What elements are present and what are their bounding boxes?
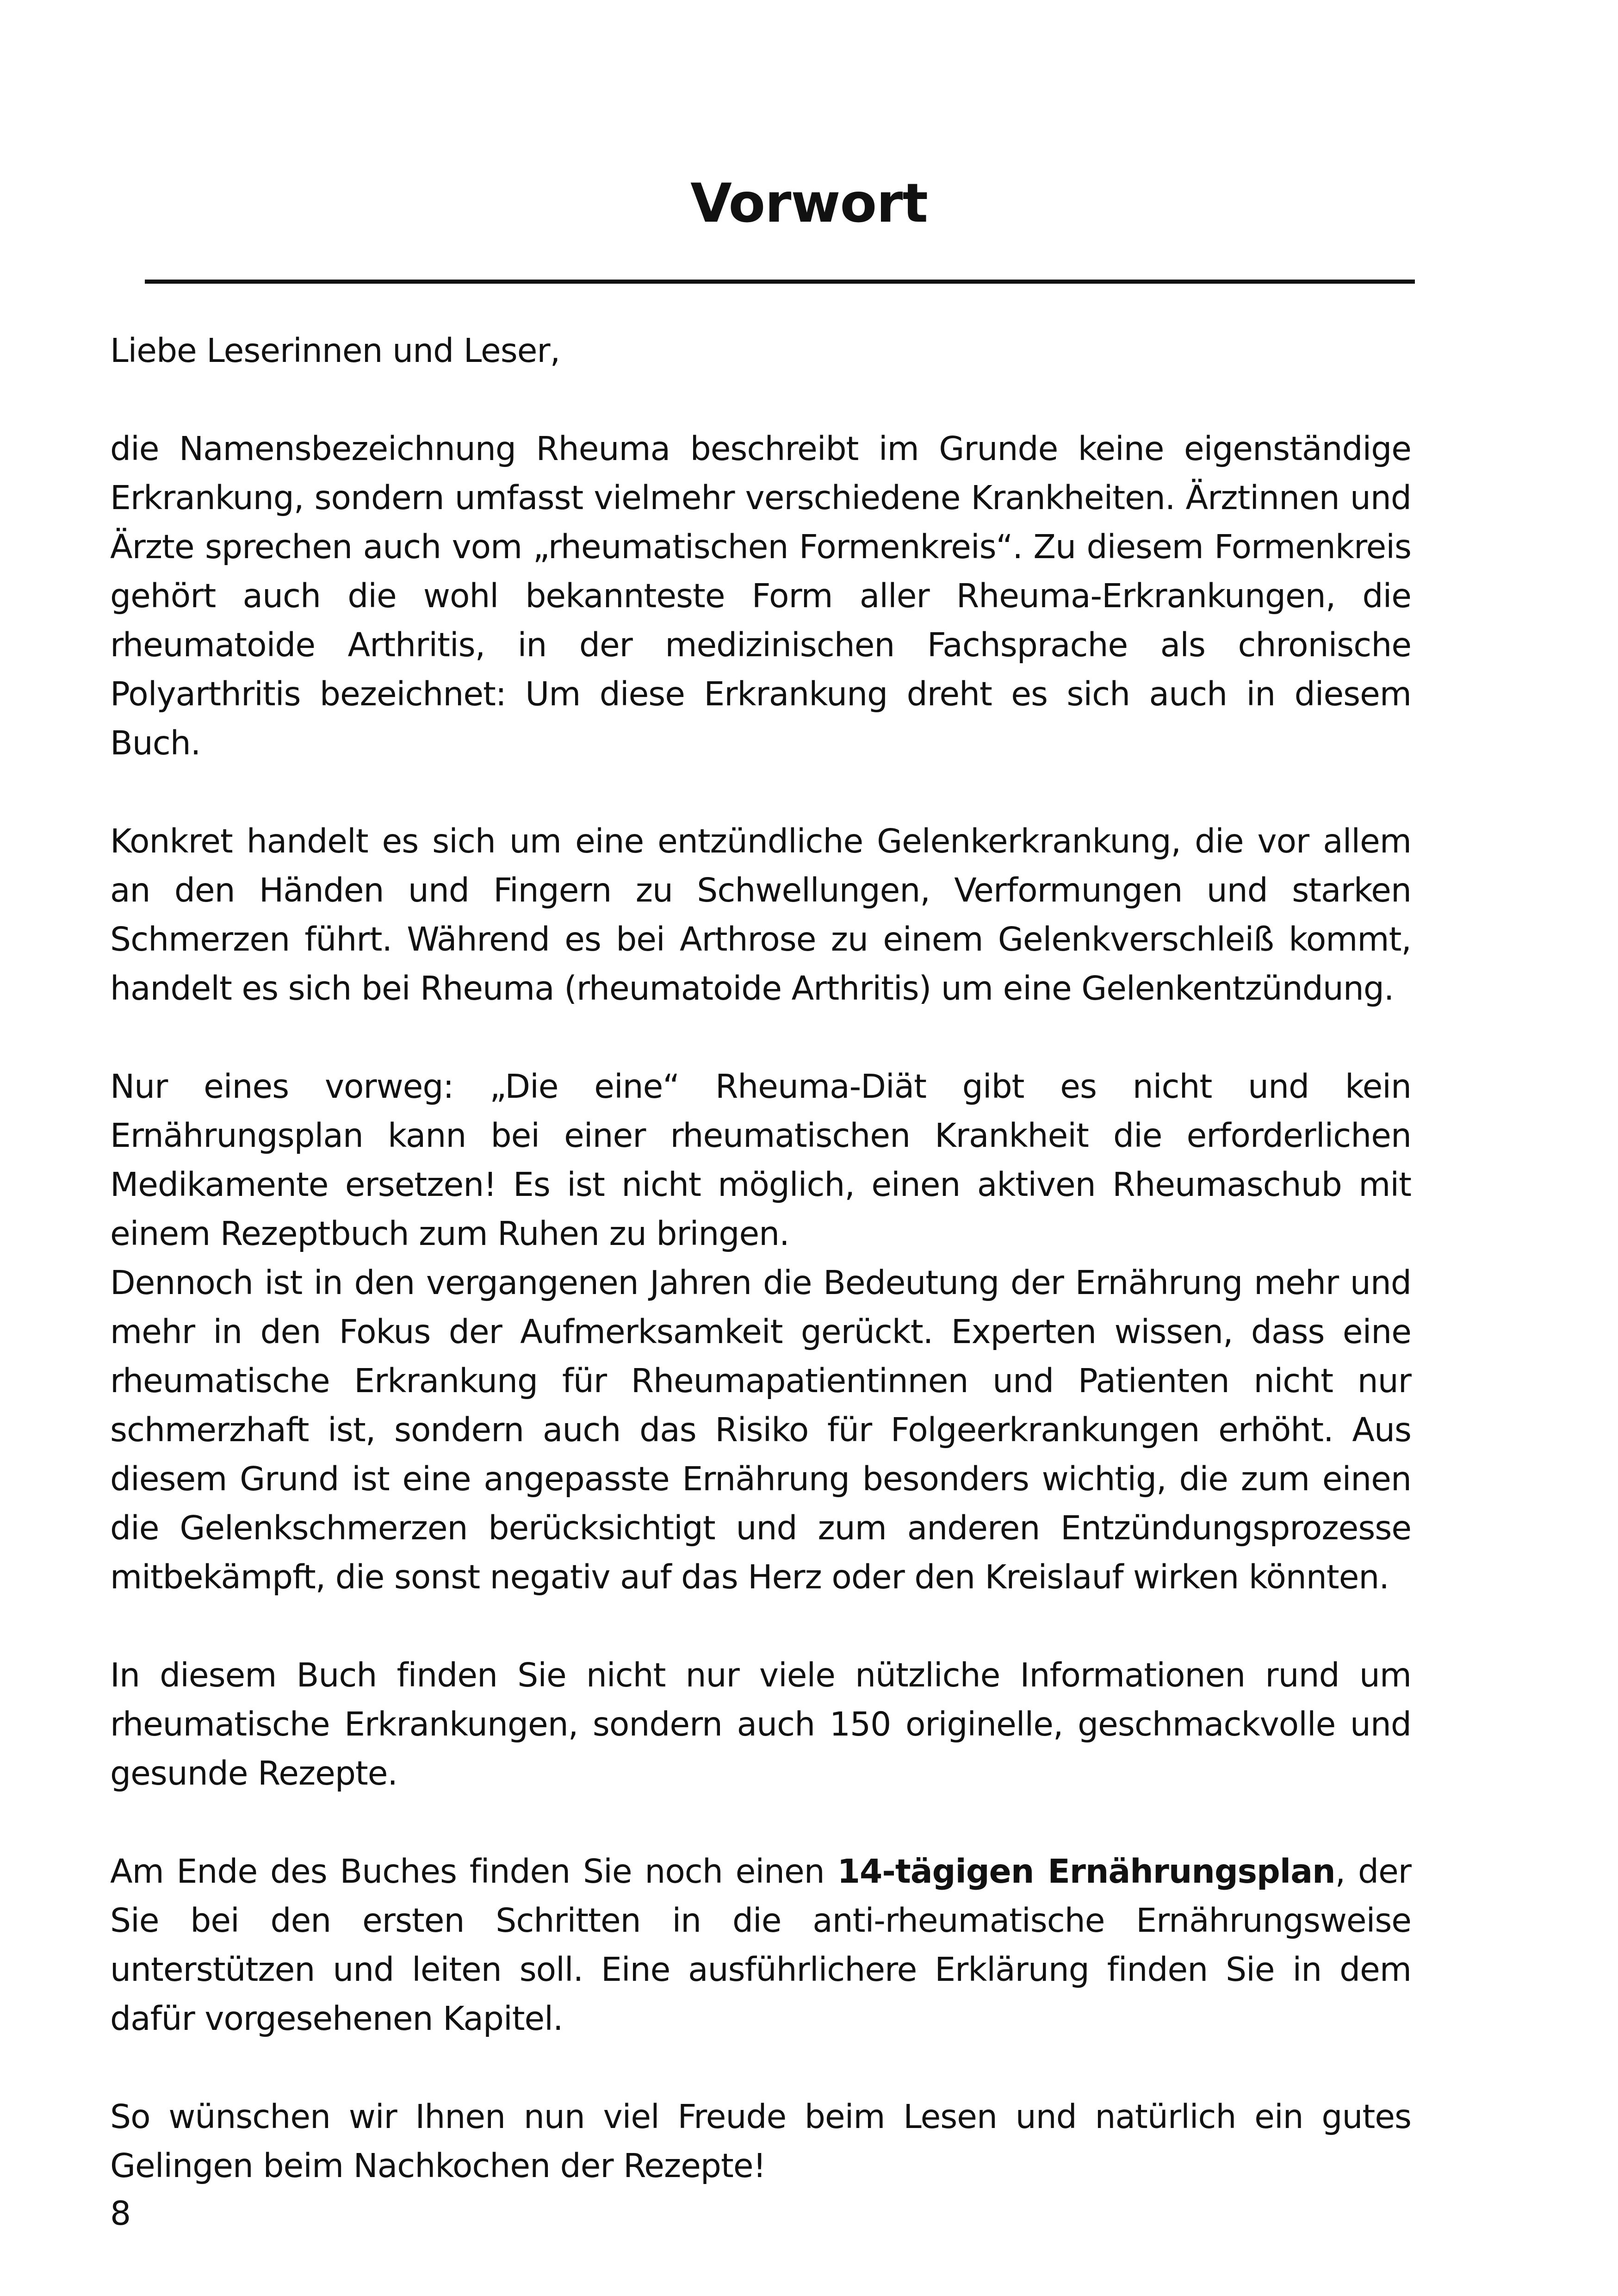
paragraph-definition: die Namensbezeichnung Rheuma beschreibt im Grunde keine eigenständige Erkrankung, sondern umfasst vielmehr verschiedene Krankheiten. Ärztinnen und Ärzte sprechen auch vom „rheumatischen Formenkreis“. Zu diesem Formenkreis gehört auch die wohl bekannteste Form aller Rheuma-Erkrankungen, die rheumatoide Arthritis, in der medizinischen Fachsprache als chronische Polyarthritis bezeichnet: Um diese Erkrankung dreht es sich auch in diesem Buch. [110,429,1411,762]
body-text [110,326,1411,2190]
meal-plan-highlight: 14-tägigen Ernährungsplan [837,1852,1335,1891]
paragraph-meal-plan [110,1847,1411,2043]
paragraph-closing: So wünschen wir Ihnen nun viel Freude beim Lesen und natürlich ein gutes Gelingen beim Nachkochen der Rezepte! [110,2097,1411,2185]
salutation: Liebe Leserinnen und Leser, [110,331,560,370]
meal-plan-text-before: Am Ende des Buches finden Sie noch einen [110,1852,837,1891]
title-divider [145,280,1415,284]
paragraph-recipes: In diesem Buch finden Sie nicht nur viele nützliche Informationen rund um rheumatische Erkrankungen, sondern auch 150 originelle, geschmackvolle und gesunde Rezepte. [110,1656,1411,1792]
paragraph-description: Konkret handelt es sich um eine entzündliche Gelenkerkrankung, die vor allem an den Händen und Fingern zu Schwellungen, Verformungen und starken Schmerzen führt. Während es bei Arthrose zu einem Gelenkverschleiß kommt, handelt es sich bei Rheuma (rheumatoide Arthritis) um eine Gelenkentzündung. [110,822,1411,1008]
page-number: 8 [110,2194,131,2233]
paragraph-disclaimer: Nur eines vorweg: „Die eine“ Rheuma-Diät gibt es nicht und kein Ernährungsplan kann bei einer rheumatischen Krankheit die erforderlichen Medikamente ersetzen! Es ist nicht möglich, einen aktiven Rheumaschub mit einem Rezeptbuch zum Ruhen zu bringen. [110,1067,1411,1253]
meal-plan-text-after: , der Sie bei den ersten Schritten in die anti-rheumatische Ernährungsweise unterstützen und leiten soll. Eine ausführlichere Erklärung finden Sie in dem dafür vorgesehenen Kapitel. [110,1852,1411,2038]
page-title: Vorwort [690,172,928,235]
paragraph-nutrition: Dennoch ist in den vergangenen Jahren die Bedeutung der Ernährung mehr und mehr in den Fokus der Aufmerksamkeit gerückt. Experten wissen, dass eine rheumatische Erkrankung für Rheumapatientinnen und Patienten nicht nur schmerzhaft ist, sondern auch das Risiko für Folgeerkrankungen erhöht. Aus diesem Grund ist eine angepasste Ernährung besonders wichtig, die zum einen die Gelenkschmerzen berücksichtigt und zum anderen Entzündungsprozesse mitbekämpft, die sonst negativ auf das Herz oder den Kreislauf wirken könnten. [110,1263,1411,1596]
